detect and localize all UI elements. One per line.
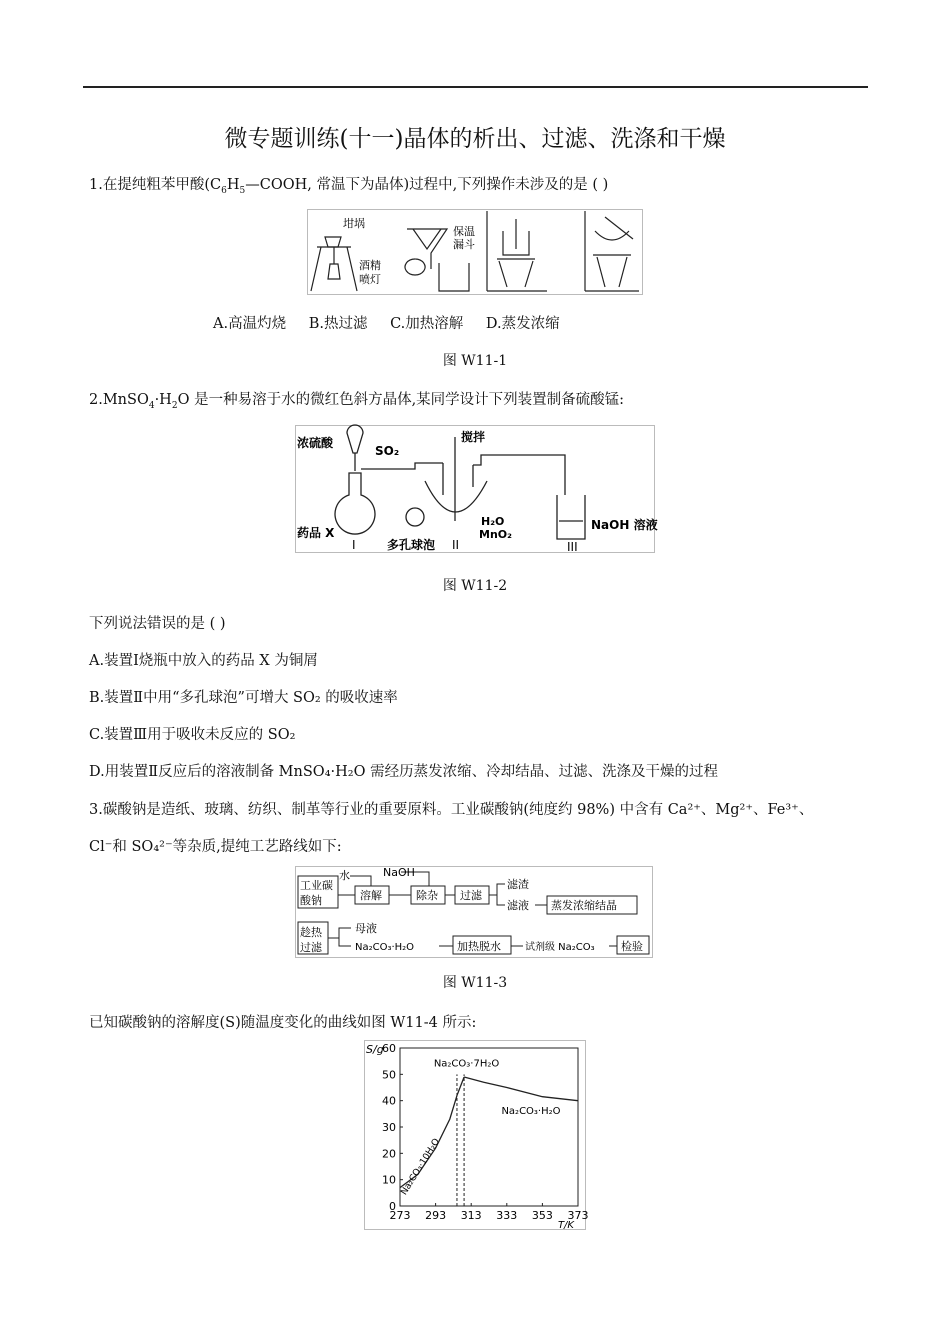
flow-hot-2: 过滤 bbox=[300, 941, 322, 954]
x-tick-label: 313 bbox=[460, 1209, 482, 1222]
flow-start-2: 酸钠 bbox=[300, 894, 322, 907]
label-h2o: H₂O bbox=[481, 515, 505, 528]
flow-start-1: 工业碳 bbox=[300, 879, 333, 892]
label-stir: 搅拌 bbox=[461, 430, 486, 444]
label-lamp: 喷灯 bbox=[359, 273, 381, 286]
x-tick-label: 353 bbox=[531, 1209, 553, 1222]
caption-w11-3: 图 W11-3 bbox=[442, 975, 508, 991]
q2-option-b: B.装置Ⅱ中用“多孔球泡”可增大 SO₂ 的吸收速率 bbox=[89, 690, 398, 706]
y-tick-label: 20 bbox=[382, 1147, 396, 1161]
label-crucible: 坩埚 bbox=[343, 217, 365, 230]
q2-option-c: C.装置Ⅲ用于吸收未反应的 SO₂ bbox=[89, 727, 296, 743]
figure-w11-4-chart bbox=[364, 1040, 589, 1231]
y-axis-label: S/g bbox=[366, 1043, 384, 1056]
page-title: 微专题训练(十一)晶体的析出、过滤、洗涤和干燥 bbox=[224, 126, 726, 152]
q1-options bbox=[213, 312, 578, 333]
q1-option-c: C.加热溶解 bbox=[390, 316, 464, 332]
q1-option-d: D.蒸发浓缩 bbox=[485, 316, 560, 332]
label-mno2: MnO₂ bbox=[479, 528, 512, 541]
flow-reagent: 试剂级 Na₂CO₃ bbox=[525, 942, 595, 953]
flow-evaporate: 蒸发浓缩结晶 bbox=[551, 899, 617, 912]
y-tick-label: 40 bbox=[382, 1094, 396, 1108]
y-tick-label: 10 bbox=[382, 1173, 396, 1187]
q1-option-b: B.热过滤 bbox=[308, 316, 368, 332]
flow-water: 水 bbox=[339, 869, 350, 882]
q2-option-a: A.装置Ⅰ烧瓶中放入的药品 X 为铜屑 bbox=[89, 653, 318, 669]
label-drug-x: 药品 X bbox=[297, 526, 335, 540]
flow-residue: 滤渣 bbox=[507, 878, 529, 891]
label-iii: III bbox=[567, 540, 578, 554]
flow-remove: 除杂 bbox=[416, 889, 438, 902]
series-label-heptahydrate: Na₂CO₃·7H₂O bbox=[433, 1058, 500, 1070]
q2-stem: $2.MnSO_4\cdot H_2O$ 是一种易溶于水的微红色斜方晶体,某同学设计下列装置制备硫酸锰: bbox=[89, 392, 625, 411]
label-alcohol: 酒精 bbox=[359, 259, 381, 272]
q1-stem: 1.在提纯粗苯甲酸($C_6H_5—COOH$, 常温下为晶体)过程中,下列操作未涉及的是 ( ) bbox=[89, 177, 609, 196]
label-so2: SO₂ bbox=[375, 444, 400, 458]
figure-w11-1 bbox=[307, 209, 643, 295]
flow-test: 检验 bbox=[621, 940, 643, 953]
label-conc-acid: 浓硫酸 bbox=[297, 436, 334, 450]
flow-crystal: Na₂CO₃·H₂O bbox=[355, 942, 415, 953]
q3-intro: 已知碳酸钠的溶解度(S)随温度变化的曲线如图 W11-4 所示: bbox=[89, 1015, 477, 1031]
label-funnel: 漏斗 bbox=[453, 238, 475, 251]
label-i: I bbox=[352, 538, 356, 552]
q1-option-a: A.高温灼烧 bbox=[213, 316, 287, 332]
flow-mother: 母液 bbox=[355, 922, 377, 935]
label-ii: II bbox=[452, 538, 460, 552]
figure-w11-3 bbox=[295, 866, 653, 958]
x-tick-label: 373 bbox=[567, 1209, 589, 1222]
flow-dehydrate: 加热脱水 bbox=[457, 940, 501, 953]
label-insulated: 保温 bbox=[453, 225, 475, 238]
series-label-decahydrate: Na₂CO₃·10H₂O bbox=[399, 1136, 443, 1198]
q3-stem-line1: 3.碳酸钠是造纸、玻璃、纺织、制革等行业的重要原料。工业碳酸钠(纯度约 98%) 中含有 Ca²⁺、Mg²⁺、Fe³⁺、 bbox=[89, 802, 814, 818]
y-tick-label: 30 bbox=[382, 1121, 396, 1134]
label-bulb: 多孔球泡 bbox=[387, 538, 436, 552]
x-tick-label: 293 bbox=[425, 1209, 447, 1222]
flow-dissolve: 溶解 bbox=[360, 889, 382, 902]
x-tick-label: 333 bbox=[496, 1209, 518, 1222]
flow-filtrate: 滤液 bbox=[507, 899, 529, 912]
series-label-monohydrate: Na₂CO₃·H₂O bbox=[501, 1105, 561, 1117]
flow-hot-1: 趁热 bbox=[300, 926, 322, 939]
y-tick-label: 50 bbox=[382, 1068, 396, 1082]
figure-w11-2 bbox=[295, 425, 658, 554]
caption-w11-1: 图 W11-1 bbox=[442, 353, 508, 369]
q3-stem-line2: Cl⁻和 SO₄²⁻等杂质,提纯工艺路线如下: bbox=[89, 839, 342, 855]
y-tick-label: 60 bbox=[382, 1042, 396, 1055]
q2-option-d: D.用装置Ⅱ反应后的溶液制备 MnSO₄·H₂O 需经历蒸发浓缩、冷却结晶、过滤、洗涤及干燥的过程 bbox=[89, 764, 719, 780]
x-axis-label: T/K bbox=[557, 1220, 574, 1231]
x-tick-label: 273 bbox=[389, 1209, 411, 1222]
q2-prompt: 下列说法错误的是 ( ) bbox=[89, 616, 226, 632]
caption-w11-2: 图 W11-2 bbox=[442, 578, 508, 594]
flow-filter: 过滤 bbox=[460, 889, 482, 902]
flow-naoh: NaOH bbox=[383, 866, 415, 879]
label-naoh: NaOH 溶液 bbox=[591, 518, 658, 532]
top-rule bbox=[83, 86, 868, 88]
y-tick-label: 0 bbox=[389, 1200, 396, 1213]
